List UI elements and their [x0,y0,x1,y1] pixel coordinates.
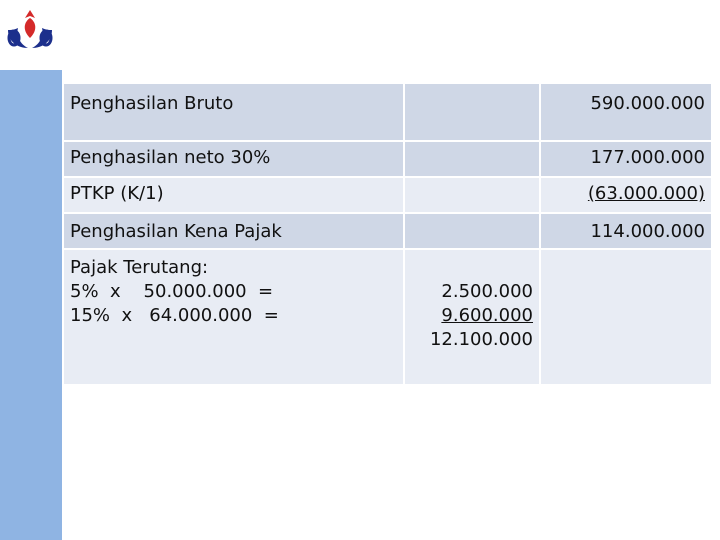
pajak-terutang-cell [63,249,404,385]
tax-calculation-table [62,82,713,386]
pajak-line-2: 15% x 64.000.000 = [70,305,279,326]
pajak-line-1: 5% x 50.000.000 = [70,281,274,302]
row-amount [540,249,712,385]
row-subtotal [404,213,540,249]
institution-logo-icon [4,8,56,52]
pajak-subtotals-cell [404,249,540,385]
pajak-subtotal-1: 2.500.000 [441,281,533,302]
logo-area [0,0,62,70]
row-label: PTKP (K/1) [63,177,404,213]
row-label: Penghasilan Bruto [63,83,404,141]
row-amount-cell [540,177,712,213]
row-amount: 590.000.000 [540,83,712,141]
row-label: Penghasilan neto 30% [63,141,404,177]
side-accent-bar [0,0,62,540]
pajak-title: Pajak Terutang: [70,257,209,278]
row-subtotal [404,141,540,177]
pajak-total: 12.100.000 [429,329,533,350]
row-subtotal [404,83,540,141]
row-label: Penghasilan Kena Pajak [63,213,404,249]
row-amount: 177.000.000 [540,141,712,177]
row-amount: 114.000.000 [540,213,712,249]
row-subtotal [404,177,540,213]
pajak-subtotal-2: 9.600.000 [441,305,533,326]
row-amount: (63.000.000) [587,183,705,204]
